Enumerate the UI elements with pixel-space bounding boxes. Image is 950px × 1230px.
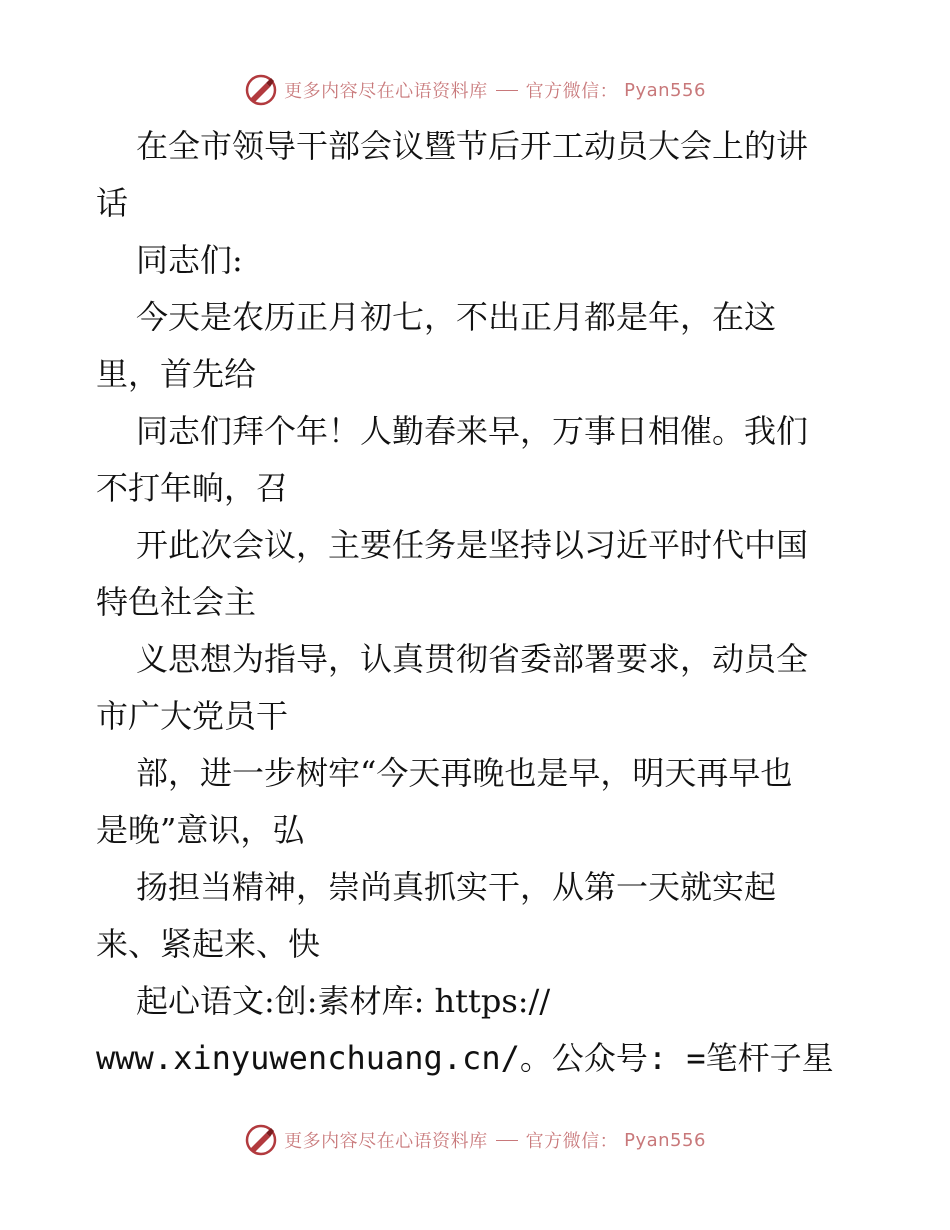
header-watermark bbox=[0, 70, 950, 110]
paragraph-line: www.xinyuwenchuang.cn/。公众号: =笔杆子星 bbox=[96, 1039, 834, 1077]
paragraph-line: 里，首先给 bbox=[96, 355, 257, 393]
paragraph-line: 部，进一步树牢“今天再晚也是早，明天再早也 bbox=[136, 754, 793, 792]
paragraph-line: 义思想为指导，认真贯彻省委部署要求，动员全 bbox=[136, 640, 809, 678]
watermark-wechat-id: Pyan556 bbox=[624, 79, 706, 101]
watermark-right-text: 官方微信： bbox=[525, 1131, 619, 1152]
pen-logo-icon bbox=[244, 73, 278, 107]
watermark-dash bbox=[496, 1140, 518, 1141]
watermark-left-text: 更多内容尽在心语资料库 bbox=[284, 1131, 488, 1152]
paragraph-line: 扬担当精神，崇尚真抓实干，从第一天就实起 bbox=[136, 868, 777, 906]
paragraph-line: 同志们拜个年！人勤春来早，万事日相催。我们 bbox=[136, 412, 809, 450]
paragraph-line: 是晚”意识，弘 bbox=[96, 811, 305, 849]
paragraph-line: 来、紧起来、快 bbox=[96, 925, 321, 963]
paragraph-line: 起心语文:创:素材库: https:// bbox=[136, 982, 551, 1020]
document-title-line-1: 在全市领导干部会议暨节后开工动员大会上的讲 bbox=[136, 127, 809, 165]
paragraph-line: 开此次会议，主要任务是坚持以习近平时代中国 bbox=[136, 526, 809, 564]
pen-logo-icon bbox=[244, 1123, 278, 1157]
document-body bbox=[96, 118, 856, 1087]
salutation: 同志们: bbox=[136, 241, 243, 279]
watermark-wechat-id: Pyan556 bbox=[624, 1129, 706, 1151]
paragraph-line: 不打年晌，召 bbox=[96, 469, 289, 507]
footer-watermark bbox=[0, 1120, 950, 1160]
paragraph-line: 特色社会主 bbox=[96, 583, 257, 621]
paragraph-line: 市广大党员干 bbox=[96, 697, 289, 735]
document-title-line-2: 话 bbox=[96, 184, 129, 222]
watermark-left-text: 更多内容尽在心语资料库 bbox=[284, 81, 488, 102]
watermark-right-text: 官方微信： bbox=[525, 81, 619, 102]
watermark-dash bbox=[496, 90, 518, 91]
paragraph-line: 今天是农历正月初七，不出正月都是年，在这 bbox=[136, 298, 777, 336]
